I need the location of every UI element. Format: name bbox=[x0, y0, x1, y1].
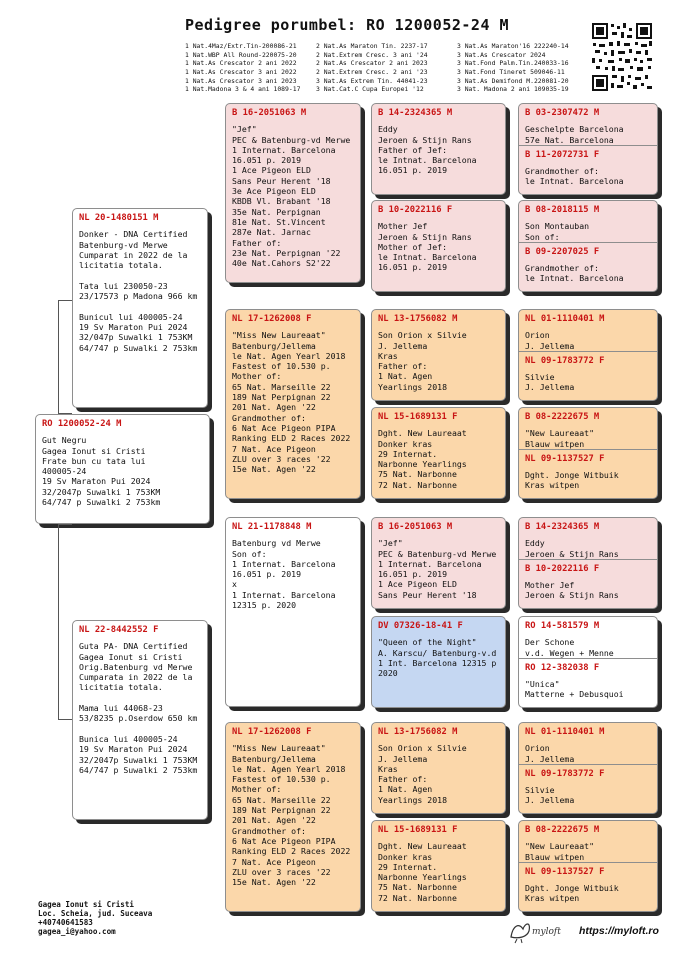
achievement-line: 2 Nat.Extrem Cresc. 3 ani '24 bbox=[316, 50, 428, 59]
pigeon-card-subject[interactable] bbox=[35, 414, 210, 524]
pigeon-info-line bbox=[79, 270, 201, 280]
pigeon-info-line: Grandmother of: bbox=[525, 263, 599, 274]
pigeon-card-g3-6[interactable] bbox=[371, 616, 506, 708]
ring-number: RO 1200052-24 M bbox=[42, 419, 122, 429]
pigeon-info-line: 75 Nat. Narbonne bbox=[378, 469, 457, 480]
pigeon-info-line: 57e Nat. Barcelona bbox=[525, 134, 614, 145]
qr-code bbox=[591, 22, 653, 92]
ring-number: NL 13-1756082 M bbox=[378, 727, 458, 737]
pigeon-info-line: v.d. Wegen + Menne bbox=[525, 647, 614, 658]
pigeon-info-line: Orion bbox=[525, 330, 550, 341]
pigeon-info-line: "Miss New Laureaat" bbox=[232, 743, 326, 754]
pigeon-info-line: Dght. New Laureaat bbox=[378, 428, 467, 439]
pigeon-entry bbox=[519, 862, 657, 904]
achievement-line: 3 Nat.As Extrem Tin. 44041-23 bbox=[316, 76, 428, 85]
achievement-line: 3 Nat. Madona 2 ani 109035-19 bbox=[457, 85, 569, 94]
pigeon-info-line: 65 Nat. Marseille 22 bbox=[232, 381, 331, 392]
ring-number: B 10-2022116 F bbox=[525, 563, 600, 574]
breeder-name: Gagea Ionut si Cristi bbox=[38, 900, 135, 909]
pigeon-info-line: 32/2047p Suwalki 1 753KM bbox=[79, 754, 198, 765]
pigeon-info-line: 201 Nat. Agen '22 bbox=[232, 402, 316, 413]
achievement-line: 3 Nat.As Maraton'16 222240-14 bbox=[457, 42, 569, 50]
achievements-column bbox=[316, 42, 428, 94]
pigeon-info-line: Son Montauban bbox=[525, 221, 590, 232]
pigeon-info-line: Donker kras bbox=[378, 438, 433, 449]
pigeon-card-g3-1[interactable] bbox=[371, 103, 506, 195]
ring-number: NL 17-1262008 F bbox=[232, 314, 312, 324]
achievement-line: 3 Nat.Fond Palm.Tin.240033-16 bbox=[457, 59, 569, 68]
pigeon-entry bbox=[519, 104, 657, 145]
ring-number: NL 17-1262008 F bbox=[232, 727, 312, 737]
achievement-line: 1 Nat.4Maz/Extr.Tin-200086-21 bbox=[185, 42, 297, 50]
ring-number: NL 20-1480151 M bbox=[79, 213, 159, 223]
ring-number: B 08-2222675 M bbox=[525, 825, 600, 835]
pigeon-entry bbox=[226, 518, 360, 610]
pigeon-entry bbox=[519, 351, 657, 393]
pigeon-info-line: Matterne + Debusquoi bbox=[525, 689, 624, 700]
pigeon-info-line: 64/747 p Suwalki 2 753km bbox=[79, 764, 198, 775]
pigeon-info-line: le Nat. Agen Yearl 2018 bbox=[232, 350, 346, 361]
pigeon-info-line: Silvie bbox=[525, 785, 555, 796]
pigeon-info-line: Bunicul lui 400005-24 bbox=[79, 311, 183, 322]
pedigree-connector bbox=[58, 300, 72, 414]
pigeon-info-line: Ranking ELD 2 Races 2022 bbox=[232, 433, 351, 444]
pigeon-card-g4-2[interactable] bbox=[518, 200, 658, 292]
pigeon-card-g4-6[interactable] bbox=[518, 616, 658, 708]
logo-text: myloft bbox=[532, 927, 561, 937]
pigeon-entry bbox=[372, 408, 505, 490]
pigeon-info-line: x bbox=[232, 579, 237, 590]
pigeon-info-line: 64/747 p Suwalki 2 753km bbox=[42, 497, 161, 508]
pigeon-info-line: Mother of: bbox=[232, 371, 282, 382]
pigeon-info-line: 19 Sv Maraton Pui 2024 bbox=[42, 476, 151, 487]
pigeon-info-line: Frate bun cu tata lui bbox=[42, 455, 146, 466]
pigeon-entry bbox=[519, 821, 657, 862]
pigeon-info-line: "Queen of the Night" bbox=[378, 637, 477, 648]
pigeon-entry bbox=[519, 449, 657, 491]
pigeon-card-g3-8[interactable] bbox=[371, 820, 506, 912]
pigeon-info-line: 19 Sv Maraton Pui 2024 bbox=[79, 744, 188, 755]
pigeon-card-g4-3[interactable] bbox=[518, 309, 658, 401]
pigeon-info-line: Orig.Batenburg vd Merwe bbox=[79, 661, 193, 672]
pigeon-info-line: 6 Nat Ace Pigeon PIPA bbox=[232, 422, 336, 433]
pigeon-card-dam[interactable] bbox=[72, 620, 208, 820]
pigeon-info-line: 400005-24 bbox=[42, 466, 87, 477]
pigeon-info-line: 72 Nat. Narbonne bbox=[378, 892, 457, 903]
pigeon-info-line: Cumparat in 2022 de la bbox=[79, 249, 188, 260]
achievement-line: 2 Nat.Extrem Cresc. 2 ani '23 bbox=[316, 68, 428, 77]
pigeon-card-g4-7[interactable] bbox=[518, 722, 658, 814]
pigeon-info-line: 1 Ace Pigeon ELD bbox=[378, 579, 457, 590]
pigeon-info-line: 6 Nat Ace Pigeon PIPA bbox=[232, 835, 336, 846]
pigeon-info-line: 40e Nat.Cahors S2'22 bbox=[232, 258, 331, 269]
pigeon-info-line: Batenburg/Jellema bbox=[232, 340, 316, 351]
pigeon-card-ss[interactable] bbox=[225, 103, 361, 283]
ring-number: NL 13-1756082 M bbox=[378, 314, 458, 324]
ring-number: NL 22-8442552 F bbox=[79, 625, 159, 635]
pigeon-info-line: 16.051 p. 2019 bbox=[378, 165, 448, 176]
pigeon-entry bbox=[372, 617, 505, 678]
pigeon-entry bbox=[519, 559, 657, 601]
pigeon-entry bbox=[519, 310, 657, 351]
pigeon-info-line: 12315 p. 2020 bbox=[232, 600, 297, 611]
ring-number: B 08-2018115 M bbox=[525, 205, 600, 215]
achievements-column bbox=[185, 42, 300, 94]
breeder-info bbox=[38, 900, 152, 936]
pigeon-entry bbox=[519, 658, 657, 700]
pigeon-info-line: 1 Int. Barcelona 12315 p bbox=[378, 657, 497, 668]
pigeon-card-g3-7[interactable] bbox=[371, 722, 506, 814]
pigeon-entry bbox=[519, 764, 657, 806]
pigeon-card-g3-2[interactable] bbox=[371, 200, 506, 292]
ring-number: NL 09-1783772 F bbox=[525, 355, 605, 366]
pigeon-info-line bbox=[79, 693, 201, 703]
pigeon-entry bbox=[226, 310, 360, 474]
pigeon-info-line: Father of: bbox=[232, 237, 282, 248]
pigeon-info-line: 7 Nat. Ace Pigeon bbox=[232, 443, 316, 454]
pigeon-info-line: Jeroen & Stijn Rans bbox=[525, 590, 619, 601]
pigeon-info-line: Narbonne Yearlings bbox=[378, 872, 467, 883]
pigeon-info-line: 53/8235 p.Oserdow 650 km bbox=[79, 713, 198, 724]
pigeon-info-line: Father of: bbox=[378, 774, 428, 785]
achievements-column bbox=[457, 42, 569, 94]
pigeon-info-line: Mother Jef bbox=[525, 580, 575, 591]
pigeon-info-line: le Intnat. Barcelona bbox=[378, 155, 477, 166]
pigeon-entry bbox=[519, 723, 657, 764]
pigeon-info-line: J. Jellema bbox=[378, 753, 428, 764]
pigeon-entry bbox=[372, 310, 505, 392]
pigeon-info-line: Batenburg-vd Merwe bbox=[79, 239, 168, 250]
pigeon-info-line: Son of: bbox=[232, 548, 267, 559]
pigeon-info-line: 75 Nat. Narbonne bbox=[378, 882, 457, 893]
ring-number: B 09-2207025 F bbox=[525, 246, 600, 257]
pigeon-info-line: Fastest of 10.530 p. bbox=[232, 361, 331, 372]
pigeon-info-line: Batenburg/Jellema bbox=[232, 753, 316, 764]
achievement-line: 3 Nat.Fond Tineret 509046-11 bbox=[457, 68, 565, 77]
pigeon-info-line: 15e Nat. Agen '22 bbox=[232, 464, 316, 475]
ring-number: NL 01-1110401 M bbox=[525, 727, 605, 737]
pigeon-info-line: "New Laureaat" bbox=[525, 428, 595, 439]
pigeon-info-line: KBDB Vl. Brabant '18 bbox=[232, 196, 331, 207]
pigeon-info-line: Kras witpen bbox=[525, 480, 580, 491]
pigeon-entry bbox=[226, 723, 360, 887]
ring-number: NL 09-1783772 F bbox=[525, 768, 605, 779]
pigeon-info-line: A. Karscu/ Batenburg-v.d bbox=[378, 647, 497, 658]
pigeon-card-g4-1[interactable] bbox=[518, 103, 658, 195]
achievement-line: 3 Nat.As Crescator 2024 bbox=[457, 50, 546, 59]
pigeon-card-g3-3[interactable] bbox=[371, 309, 506, 401]
pigeon-info-line: Mother Jef bbox=[378, 221, 428, 232]
pigeon-info-line: 1 Internat. Barcelona bbox=[232, 589, 336, 600]
achievement-line: 2 Nat.As Maraton Tin. 2237-17 bbox=[316, 42, 428, 50]
pigeon-info-line: Gagea Ionut si Cristi bbox=[42, 445, 146, 456]
achievement-line: 1 Nat.As Crescator 3 ani 2022 bbox=[185, 68, 297, 77]
pigeon-info-line: 2020 bbox=[378, 668, 398, 679]
pigeon-info-line: Ranking ELD 2 Races 2022 bbox=[232, 846, 351, 857]
pedigree-connector bbox=[58, 524, 72, 720]
pigeon-card-g3-5[interactable] bbox=[371, 517, 506, 609]
ring-number: RO 12-382038 F bbox=[525, 662, 600, 673]
pigeon-info-line: 7 Nat. Ace Pigeon bbox=[232, 856, 316, 867]
pigeon-info-line: Dght. Jonge Witbuik bbox=[525, 883, 619, 894]
breeder-location: Loc. Scheia, jud. Suceava bbox=[38, 909, 153, 918]
pigeon-info-line: Mama lui 44068-23 bbox=[79, 703, 163, 714]
pigeon-info-line: Blauw witpen bbox=[525, 438, 585, 449]
pigeon-info-line: "Miss New Laureaat" bbox=[232, 330, 326, 341]
pigeon-entry bbox=[519, 408, 657, 449]
pigeon-entry bbox=[226, 104, 360, 268]
pigeon-info-line: 1 Nat. Agen bbox=[378, 784, 433, 795]
pigeon-card-g4-5[interactable] bbox=[518, 517, 658, 609]
pigeon-info-line: 23e Nat. Perpignan '22 bbox=[232, 247, 341, 258]
ring-number: B 14-2324365 M bbox=[525, 522, 600, 532]
pigeon-info-line: 29 Internat. bbox=[378, 448, 438, 459]
pigeon-info-line: 16.051 p. 2019 bbox=[232, 569, 302, 580]
pigeon-info-line: Dght. New Laureaat bbox=[378, 841, 467, 852]
pigeon-info-line: PEC & Batenburg-vd Merwe bbox=[378, 548, 497, 559]
pigeon-info-line: Father of Jef: bbox=[378, 144, 448, 155]
pigeon-info-line: "New Laureaat" bbox=[525, 841, 595, 852]
pigeon-info-line: le Intnat. Barcelona bbox=[525, 176, 624, 187]
pigeon-info-line: Jeroen & Stijn Rans bbox=[378, 134, 472, 145]
ring-number: B 14-2324365 M bbox=[378, 108, 453, 118]
pigeon-entry bbox=[36, 415, 209, 507]
ring-number: NL 21-1178848 M bbox=[232, 522, 312, 532]
pigeon-entry bbox=[519, 242, 657, 284]
ring-number: B 03-2307472 M bbox=[525, 108, 600, 118]
pigeon-info-line: Kras bbox=[378, 763, 398, 774]
pigeon-info-line: Grandmother of: bbox=[232, 825, 306, 836]
pigeon-entry bbox=[372, 821, 505, 903]
pigeon-info-line: 287e Nat. Jarnac bbox=[232, 227, 311, 238]
pigeon-info-line: "Unica" bbox=[525, 679, 560, 690]
achievement-line: 3 Nat.As Demifond M.220081-20 bbox=[457, 76, 569, 85]
pigeon-info-line: 1 Internat. Barcelona bbox=[232, 558, 336, 569]
breeder-email: gagea_i@yahoo.com bbox=[38, 927, 116, 936]
ring-number: NL 09-1137527 F bbox=[525, 453, 605, 464]
website-link[interactable]: https://myloft.ro bbox=[579, 925, 659, 937]
achievement-line: 1 Nat.WBP All Round-220075-20 bbox=[185, 50, 297, 59]
pigeon-info-line: J. Jellema bbox=[525, 382, 575, 393]
page-title: Pedigree porumbel: RO 1200052-24 M bbox=[185, 16, 510, 34]
pigeon-info-line: 81e Nat. St.Vincent bbox=[232, 216, 326, 227]
achievement-line: 1 Nat.As Crescator 3 ani 2023 bbox=[185, 76, 297, 85]
pigeon-info-line: 15e Nat. Agen '22 bbox=[232, 877, 316, 888]
pigeon-entry bbox=[73, 209, 207, 353]
pigeon-info-line: 16.051 p. 2019 bbox=[378, 569, 448, 580]
pigeon-entry bbox=[372, 104, 505, 176]
pigeon-entry bbox=[372, 201, 505, 273]
ring-number: NL 01-1110401 M bbox=[525, 314, 605, 324]
pigeon-info-line: Sans Peur Herent '18 bbox=[232, 175, 331, 186]
pigeon-info-line: Geschelpte Barcelona bbox=[525, 124, 624, 135]
pigeon-card-dd[interactable] bbox=[225, 722, 361, 912]
pigeon-info-line: Son of: bbox=[525, 231, 560, 242]
pigeon-info-line: 32/047p Suwalki 1 753KM bbox=[79, 332, 193, 343]
pigeon-entry bbox=[519, 201, 657, 242]
achievement-line: 1 Nat.As Crescator 2 ani 2022 bbox=[185, 59, 297, 68]
pigeon-info-line: 189 Nat Perpignan 22 bbox=[232, 392, 331, 403]
pigeon-info-line: Fastest of 10.530 p. bbox=[232, 774, 331, 785]
pigeon-card-ds[interactable] bbox=[225, 517, 361, 707]
pigeon-info-line: licitatia totala. bbox=[79, 260, 163, 271]
pigeon-info-line: J. Jellema bbox=[378, 340, 428, 351]
ring-number: RO 14-581579 M bbox=[525, 621, 600, 631]
pigeon-info-line: 1 Ace Pigeon ELD bbox=[232, 165, 311, 176]
pigeon-info-line: 64/747 p Suwalki 2 753km bbox=[79, 342, 198, 353]
pigeon-info-line: 201 Nat. Agen '22 bbox=[232, 815, 316, 826]
pigeon-card-g4-8[interactable] bbox=[518, 820, 658, 912]
pigeon-info-line: Sans Peur Herent '18 bbox=[378, 589, 477, 600]
ring-number: B 08-2222675 M bbox=[525, 412, 600, 422]
pigeon-info-line: Narbonne Yearlings bbox=[378, 459, 467, 470]
pigeon-info-line: Der Schone bbox=[525, 637, 575, 648]
pigeon-info-line bbox=[79, 724, 201, 734]
pigeon-info-line: Son Orion x Silvie bbox=[378, 330, 467, 341]
ring-number: NL 09-1137527 F bbox=[525, 866, 605, 877]
pigeon-info-line: 72 Nat. Narbonne bbox=[378, 479, 457, 490]
achievement-line: 2 Nat.As Crescator 2 ani 2023 bbox=[316, 59, 428, 68]
pigeon-entry bbox=[372, 723, 505, 805]
pigeon-info-line: Guta PA- DNA Certified bbox=[79, 641, 188, 652]
pigeon-info-line: Eddy bbox=[525, 538, 545, 549]
pigeon-info-line: Grandmother of: bbox=[525, 166, 599, 177]
pigeon-info-line: Silvie bbox=[525, 372, 555, 383]
pigeon-info-line: le Intnat. Barcelona bbox=[378, 252, 477, 263]
ring-number: NL 15-1689131 F bbox=[378, 412, 458, 422]
pigeon-info-line: Cumparata in 2022 de la bbox=[79, 672, 193, 683]
pigeon-info-line: Batenburg vd Merwe bbox=[232, 538, 321, 549]
pigeon-info-line: Bunica lui 400005-24 bbox=[79, 733, 178, 744]
pigeon-info-line: 19 Sv Maraton Pui 2024 bbox=[79, 321, 188, 332]
pigeon-card-g4-4[interactable] bbox=[518, 407, 658, 499]
ring-number: B 16-2051063 M bbox=[378, 522, 453, 532]
pigeon-info-line: Father of: bbox=[378, 361, 428, 372]
pigeon-info-line: 1 Nat. Agen bbox=[378, 371, 433, 382]
pigeon-info-line: 23/17573 p Madona 966 km bbox=[79, 291, 198, 302]
pigeon-info-line: Blauw witpen bbox=[525, 851, 585, 862]
pigeon-info-line: 65 Nat. Marseille 22 bbox=[232, 794, 331, 805]
pigeon-info-line: 35e Nat. Perpignan bbox=[232, 206, 321, 217]
pigeon-info-line: Dght. Jonge Witbuik bbox=[525, 470, 619, 481]
pigeon-info-line: "Jef" bbox=[378, 538, 403, 549]
pigeon-info-line: Yearlings 2018 bbox=[378, 794, 448, 805]
pigeon-entry bbox=[372, 518, 505, 600]
pigeon-card-g3-4[interactable] bbox=[371, 407, 506, 499]
breeder-phone: +40740641583 bbox=[38, 918, 93, 927]
pigeon-card-sire[interactable] bbox=[72, 208, 208, 408]
achievement-line: 1 Nat.Madona 3 & 4 ani 1089-17 bbox=[185, 85, 301, 94]
pigeon-info-line: Jeroen & Stijn Rans bbox=[525, 548, 619, 559]
pigeon-info-line: Mother of Jef: bbox=[378, 241, 448, 252]
pigeon-entry bbox=[519, 145, 657, 187]
pigeon-info-line: 189 Nat Perpignan 22 bbox=[232, 805, 331, 816]
ring-number: B 10-2022116 F bbox=[378, 205, 453, 215]
pigeon-info-line: ZLU over 3 races '22 bbox=[232, 453, 331, 464]
pigeon-info-line: Orion bbox=[525, 743, 550, 754]
pigeon-info-line: Son Orion x Silvie bbox=[378, 743, 467, 754]
pigeon-info-line bbox=[79, 301, 201, 311]
pigeon-info-line: Jeroen & Stijn Rans bbox=[378, 231, 472, 242]
pigeon-info-line: le Nat. Agen Yearl 2018 bbox=[232, 763, 346, 774]
pigeon-info-line: 16.051 p. 2019 bbox=[378, 262, 448, 273]
pigeon-entry bbox=[519, 617, 657, 658]
myloft-logo bbox=[507, 915, 567, 945]
pigeon-info-line: Eddy bbox=[378, 124, 398, 135]
pigeon-info-line: J. Jellema bbox=[525, 753, 575, 764]
pigeon-info-line: 16.051 p. 2019 bbox=[232, 155, 302, 166]
ring-number: B 11-2072731 F bbox=[525, 149, 600, 160]
pigeon-info-line: Kras bbox=[378, 350, 398, 361]
pigeon-info-line: 1 Internat. Barcelona bbox=[378, 558, 482, 569]
pigeon-info-line: Donker - DNA Certified bbox=[79, 229, 188, 240]
ring-number: NL 15-1689131 F bbox=[378, 825, 458, 835]
pigeon-info-line: 32/2047p Suwalki 1 753KM bbox=[42, 486, 161, 497]
pigeon-info-line: 29 Internat. bbox=[378, 861, 438, 872]
pigeon-info-line: Gagea Ionut si Cristi bbox=[79, 651, 183, 662]
pigeon-info-line: Grandmother of: bbox=[232, 412, 306, 423]
pigeon-info-line: Gut Negru bbox=[42, 435, 87, 446]
pigeon-info-line: Tata lui 230050-23 bbox=[79, 280, 168, 291]
pigeon-entry bbox=[519, 518, 657, 559]
ring-number: B 16-2051063 M bbox=[232, 108, 307, 118]
pigeon-info-line: Mother of: bbox=[232, 784, 282, 795]
pigeon-info-line: licitatia totala. bbox=[79, 682, 163, 693]
ring-number: DV 07326-18-41 F bbox=[378, 621, 463, 631]
pigeon-info-line: le Intnat. Barcelona bbox=[525, 273, 624, 284]
pigeon-info-line: Kras witpen bbox=[525, 893, 580, 904]
pigeon-entry bbox=[73, 621, 207, 775]
pigeon-info-line: "Jef" bbox=[232, 124, 257, 135]
pigeon-info-line: Donker kras bbox=[378, 851, 433, 862]
pigeon-info-line: PEC & Batenburg-vd Merwe bbox=[232, 134, 351, 145]
pigeon-info-line: 1 Internat. Barcelona bbox=[232, 144, 336, 155]
pigeon-info-line: ZLU over 3 races '22 bbox=[232, 866, 331, 877]
achievement-line: 3 Nat.Cat.C Cupa Europei '12 bbox=[316, 85, 424, 94]
pigeon-info-line: Yearlings 2018 bbox=[378, 381, 448, 392]
pigeon-card-sd[interactable] bbox=[225, 309, 361, 499]
pigeon-info-line: J. Jellema bbox=[525, 795, 575, 806]
pigeon-info-line: 3e Ace Pigeon ELD bbox=[232, 186, 316, 197]
pigeon-info-line: J. Jellema bbox=[525, 340, 575, 351]
